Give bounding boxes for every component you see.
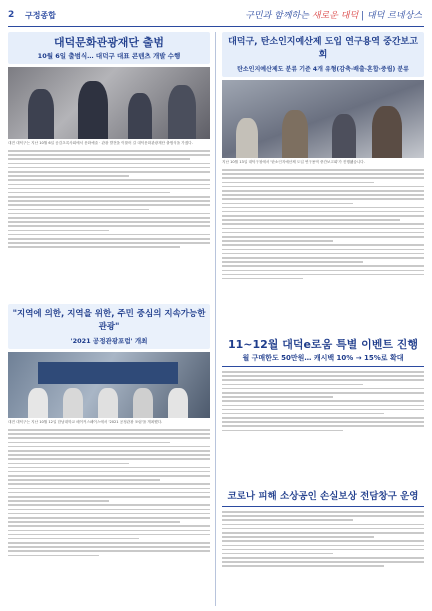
article-headline: 11~12월 대덕e로움 특별 이벤트 진행 [227,338,419,351]
photo-caption: 대전 대덕구는 지난 10월 6일 공감초록사회에서 문화예술 · 관광 발전을 이룰어 갈 대덕문화관광재단 출범식을 가졌다. [8,141,193,145]
article-photo [8,67,210,139]
article-headline: 대덕문화관광재단 출범 [53,36,165,49]
photo-caption: 지난 10월 13일 대덕구청에서 '탄소인지예산제 도입 연구용역 중간보고회'가 진행됐습니다. [222,160,365,164]
article-title-box [8,32,210,64]
article-tourism-forum [8,304,210,606]
article-subhead: 탄소인지예산제도 분류 기준 4개 유형(감축·배출·혼합·중립) 분류 [237,66,409,73]
slogan [245,8,422,21]
article-photo [222,80,424,158]
article-body-lines [8,429,210,556]
article-title-box [222,338,424,363]
article-headline: 대덕구, 탄소인지예산제 도입 연구용역 중간보고회 [228,37,418,60]
title-rule [222,366,424,367]
article-local-currency-event [222,336,424,486]
slogan-accent: 새로운 대덕 [311,11,359,21]
photo-caption: 대전 대덕구는 지난 10월 12일 한남대학교 메이커스페이스에서 '2021 공정관광 포럼'을 개최했다. [8,420,163,424]
slogan-divider: | [361,11,365,21]
page-header [0,0,432,30]
article-body-lines [8,150,210,248]
article-subhead: '2021 공정관광포럼' 개최 [70,337,148,345]
article-subhead: 월 구매한도 50만원… 캐시백 10% → 15%로 확대 [242,354,404,362]
article-headline: 코로나 피해 소상공인 손실보상 전담창구 운영 [227,491,419,502]
section-label: 구정종합 [25,11,56,20]
article-body-lines [222,511,424,567]
article-title-box [222,490,424,503]
title-rule [222,506,424,507]
header-rule [8,26,424,27]
column-divider [215,32,216,606]
article-subhead: 10월 6일 출범식… 대덕구 대표 콘텐츠 개발 수행 [37,52,181,60]
article-headline: "지역에 의한, 지역을 위한, 주민 중심의 지속가능한 관광" [12,309,206,332]
page-number: 2 [8,10,15,20]
article-foundation-launch [8,32,210,302]
article-carbon-budget [222,32,424,332]
slogan-text-a: 구민과 함께하는 [245,11,309,21]
article-body-lines [222,371,424,431]
article-small-business-compensation [222,488,424,606]
slogan-text-b: 대덕 르네상스 [366,11,422,21]
article-title-box [222,32,424,77]
article-title-box [8,304,210,349]
article-photo [8,352,210,418]
article-body-lines [222,169,424,279]
